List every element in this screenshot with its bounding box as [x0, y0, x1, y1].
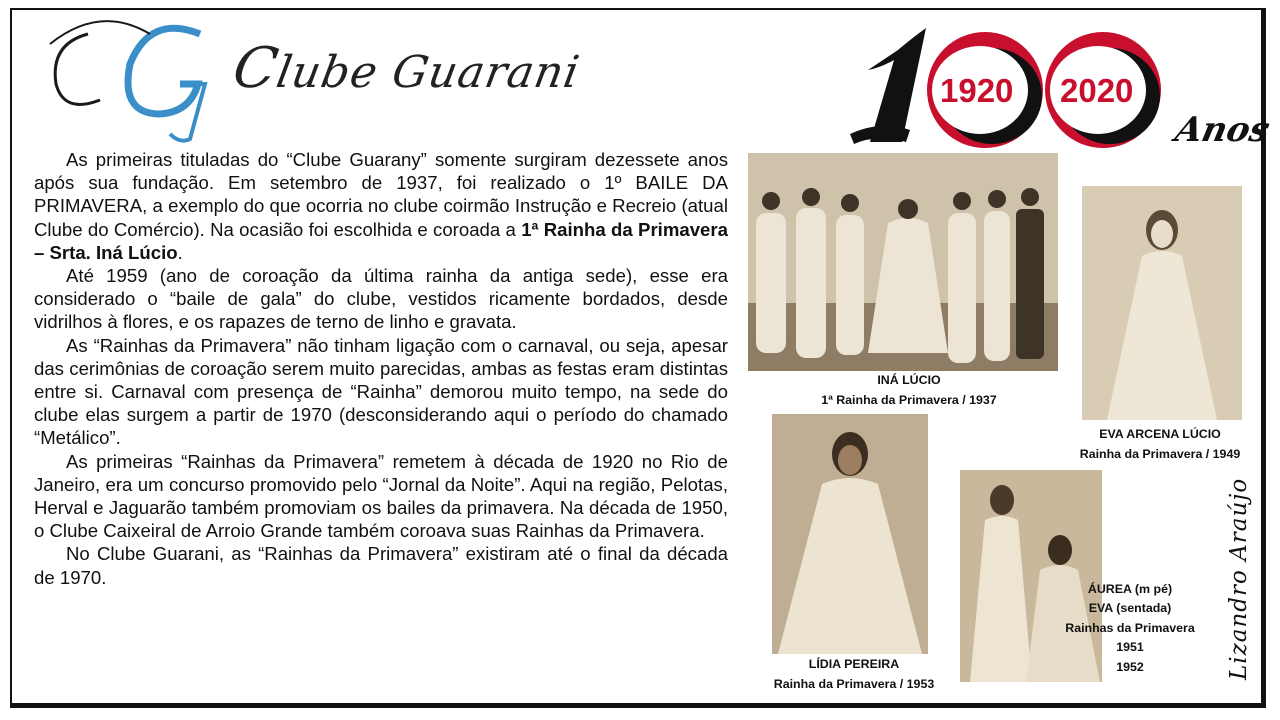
club-name: Clube Guarani	[228, 36, 584, 101]
article-body	[34, 148, 728, 589]
photo-eva-arcena-lucio	[1082, 186, 1242, 420]
caption-aurea-eva: ÁUREA (m pé) EVA (sentada) Rainhas da Primavera 1951 1952	[1065, 582, 1195, 674]
article-paragraph: As “Rainhas da Primavera” não tinham ligação com o carnaval, ou seja, apesar das cerimônias de coroação serem muito parecidas, ambas as festas eram distintas entre si. Carnaval com presença de “Rainha” demorou muito tempo, na sede do clube elas surgem a partir de 1970 (desconsiderando aqui o período do chamado “Metálico”.	[34, 334, 728, 449]
year-2020: 2020	[1060, 72, 1134, 109]
article-paragraph: As primeiras “Rainhas da Primavera” remetem à década de 1920 no Rio de Janeiro, era um concurso promovido pelo “Jornal da Noite”. Aqui na região, Pelotas, Herval e Jaguarão também promoviam os bailes da primavera. Na década de 1950, o Clube Caixeiral de Arroio Grande também coroava suas Rainhas da Primavera.	[34, 450, 728, 542]
caption-eva-arcena-lucio: EVA ARCENA LÚCIO Rainha da Primavera / 1949	[1079, 427, 1241, 461]
article-paragraph: As primeiras tituladas do “Clube Guarany” somente surgiram dezessete anos após sua fundação. Em setembro de 1937, foi realizado o 1º BAILE DA PRIMAVERA, a exemplo do que ocorria no clube coirmão Instrução e Recreio (atual Clube do Comércio). Na ocasião foi escolhida e coroada a 1ª Rainha da Primavera – Srta. Iná Lúcio.	[34, 149, 728, 263]
year-1920: 1920	[940, 72, 1014, 109]
photo-ina-lucio-group	[748, 153, 1058, 371]
article-paragraph: No Clube Guarani, as “Rainhas da Primavera” existiram até o final da década de 1970.	[34, 543, 728, 588]
club-monogram-logo	[30, 4, 220, 144]
centenary-one-digit	[850, 28, 926, 144]
author-signature: Lizandro Araújo	[1226, 477, 1252, 680]
caption-lidia-pereira: LÍDIA PEREIRA Rainha da Primavera / 1953	[773, 657, 935, 691]
first-queen-highlight: 1ª Rainha da Primavera – Srta. Iná Lúcio	[34, 218, 728, 263]
caption-ina-lucio: INÁ LÚCIO 1ª Rainha da Primavera / 1937	[821, 373, 997, 407]
article-paragraph: Até 1959 (ano de coroação da última rainha da antiga sede), esse era considerado o “baile de gala” do clube, vestidos ricamente bordados, desde vidrilhos à flores, e os rapazes de terno de linho e gravata.	[34, 265, 728, 333]
photo-lidia-pereira	[772, 414, 928, 654]
anos-label: Anos	[1171, 110, 1274, 150]
